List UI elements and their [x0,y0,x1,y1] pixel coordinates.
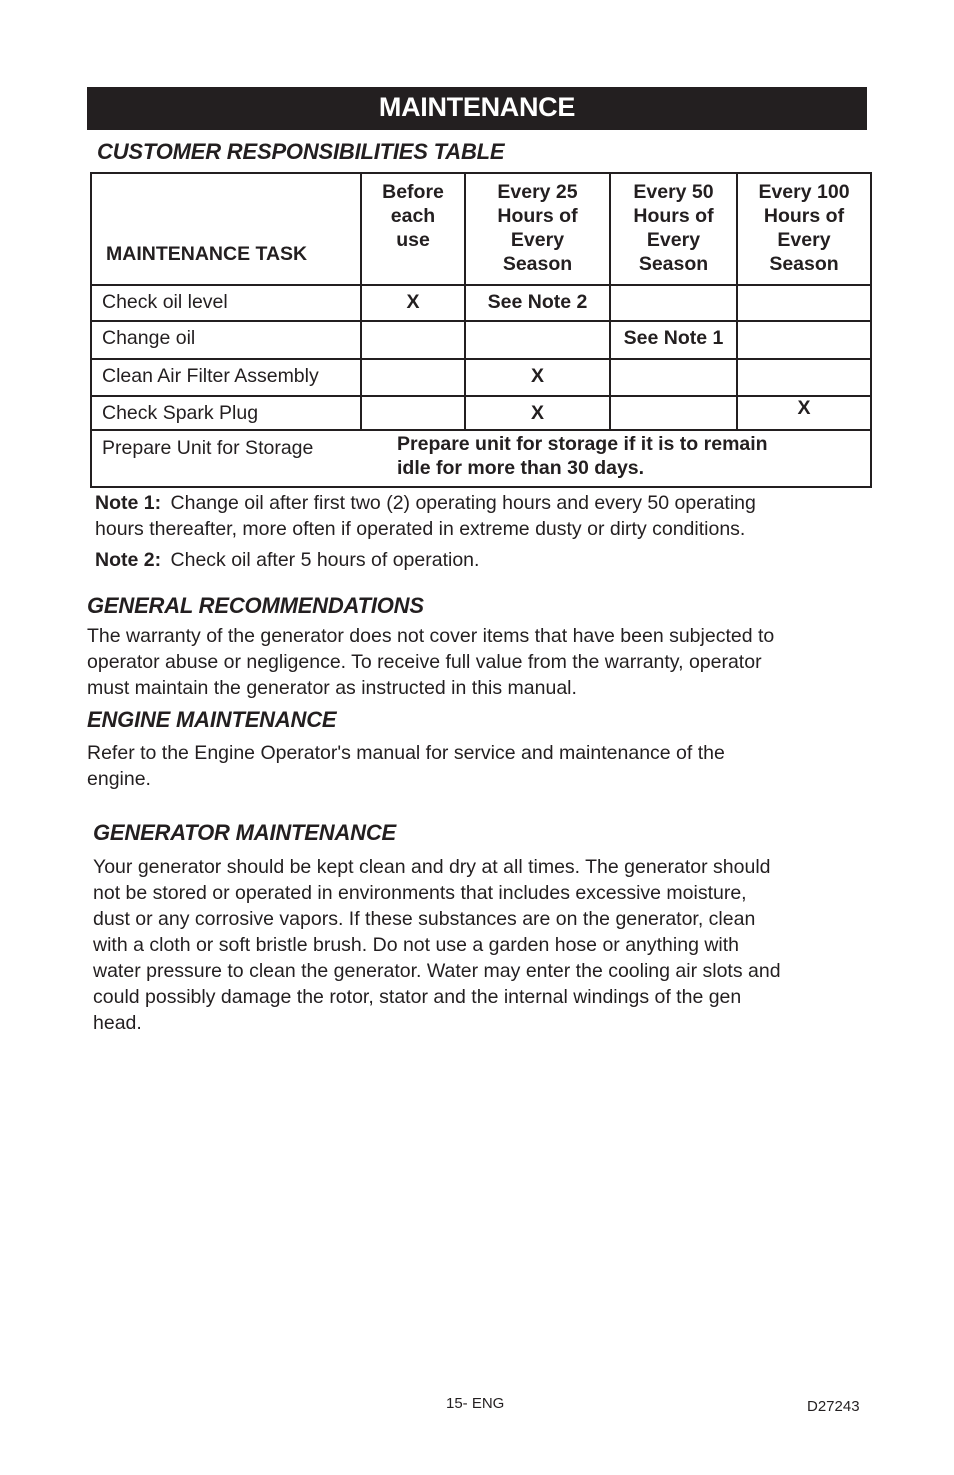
h25-cell: X [465,396,610,430]
h100-cell: X [737,396,871,430]
h25-cell: X [465,359,610,396]
storage-note-cell: Prepare unit for storage if it is to remain idle for more than 30 days. [361,430,871,487]
table-row [91,359,871,396]
engine-maintenance-heading: ENGINE MAINTENANCE [87,707,337,732]
customer-responsibilities-table [90,172,872,488]
table-title: CUSTOMER RESPONSIBILITIES TABLE [97,139,505,164]
table-row-storage [91,430,871,487]
table-row [91,285,871,321]
before-cell [361,396,465,430]
general-recommendations-heading: GENERAL RECOMMENDATIONS [87,593,424,618]
before-cell [361,359,465,396]
h25-cell [465,321,610,359]
task-cell: Prepare Unit for Storage [91,430,361,487]
note-2-label: Note 2: [95,549,162,571]
note-1: Note 1: Change oil after first two (2) operating hours and every 50 operating hours thereafter, more often if operated in extreme dusty or dirty conditions. [95,492,756,540]
h100-cell [737,321,871,359]
generator-maintenance-heading: GENERATOR MAINTENANCE [93,820,396,845]
before-cell: X [361,285,465,321]
page-number: 15- ENG [446,1395,505,1412]
task-cell: Clean Air Filter Assembly [91,359,361,396]
header-every-100-hours: Every 100 Hours of Every Season [737,173,871,285]
task-cell: Check Spark Plug [91,396,361,430]
header-before-each-use: Before each use [361,173,465,285]
h50-cell [610,359,737,396]
section-banner: MAINTENANCE [87,87,867,130]
document-code: D27243 [807,1398,860,1415]
h50-cell [610,396,737,430]
h100-cell [737,285,871,321]
header-every-50-hours: Every 50 Hours of Every Season [610,173,737,285]
general-recommendations-text: The warranty of the generator does not cover items that have been subjected to operator abuse or negligence. To receive full value from the warranty, operator must maintain the generator as instructed in this manual. [87,625,775,699]
table-row [91,321,871,359]
table-header-row [91,173,871,285]
note-1-label: Note 1: [95,492,162,514]
header-every-25-hours: Every 25 Hours of Every Season [465,173,610,285]
h50-cell: See Note 1 [610,321,737,359]
before-cell [361,321,465,359]
note-2: Note 2: Check oil after 5 hours of operation. [95,549,480,571]
table-row [91,396,871,430]
h50-cell [610,285,737,321]
h100-cell [737,359,871,396]
task-cell: Change oil [91,321,361,359]
engine-maintenance-text: Refer to the Engine Operator's manual for service and maintenance of the engine. [87,742,725,790]
task-cell: Check oil level [91,285,361,321]
header-maintenance-task: MAINTENANCE TASK [91,173,361,285]
generator-maintenance-text: Your generator should be kept clean and dry at all times. The generator should not be stored or operated in environments that includes excessive moisture, dust or any corrosive vapors. If these substances are on the generator, clean with a cloth or soft bristle brush. Do not use a garden hose or anything with water pressure to clean the generator. Water may enter the cooling air slots and could possibly damage the rotor, stator and the internal windings of the gen head. [93,856,781,1034]
h25-cell: See Note 2 [465,285,610,321]
